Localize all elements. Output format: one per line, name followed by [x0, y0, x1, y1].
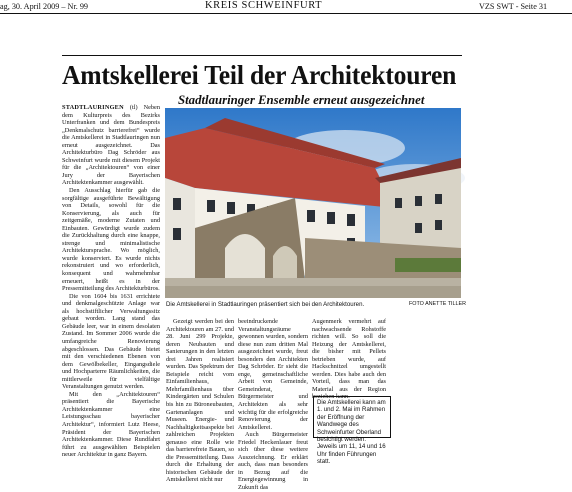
- paragraph: Auch Bürgermeister Friedel Heckenlauer freut sich über diese weitere Auszeichnung. Er erklärt auch, dass man besonders in Bezug auf die Energiegewinnung in Zukunft das: [238, 431, 308, 492]
- photo-credit: FOTO ANETTE TILLER: [409, 301, 467, 307]
- issue-date: ag, 30. April 2009 – Nr. 99: [0, 2, 89, 11]
- dateline: STADTLAURINGEN: [62, 104, 124, 111]
- top-frame-rule: [62, 55, 462, 56]
- info-box-text: Die Amtskellerei kann am 1. und 2. Mai im Rahmen der Eröffnung der Wandwege des Schweinfurter Oberland besichtigt werden. Jeweils um 11, 14 und 16 Uhr finden Führungen statt.: [317, 399, 386, 466]
- paragraph: beeindruckende Veranstaltungsräume gewonnen wurden, sondern diese nun zum dritten Mal ausgezeichnet wurde, freut besonders den Architekten Dag Schröder. Er sieht die enge, gemeinschaftliche Arbeit von Gemeinde, Gemeinderat, Bürgermeister und Architekten als sehr wichtig für die erfolgreiche Renovierung der Amtskellerei.: [238, 318, 308, 431]
- subheadline: Stadtlauringer Ensemble erneut ausgezeichnet: [178, 93, 425, 107]
- article-column-1: [62, 104, 161, 459]
- article-column-3: [238, 318, 308, 492]
- amtskellerei-photo-illustration: [165, 108, 461, 298]
- paragraph: Augenmerk vermehrt auf nachwachsende Rohstoffe richten will. So soll die Heizung der Amtskellerei, die bisher mit Pellets betrieben wurde, auf Hackschnitzel umgestellt werden. Dies habe auch den Vorteil, dass man das Material aus der Region beziehen kann.: [312, 318, 386, 401]
- paragraph: Die von 1604 bis 1631 errichtete und denkmalgeschützte Anlage war als hochstiftlicher Verwaltungssitz gebaut worden. Lang stand das Gebäude leer, war in einem desolaten Zustand. Im Sommer 2006 wurde die umfangreiche Renovierung abgeschlossen. Das Gebäude bietet mit den verschiedenen Ebenen von dem Gewölbekeller, Eingangsdiele und Hochparterre Räumlichkeiten, die mittlerweile für vielfältige Veranstaltungen genutzt werden.: [62, 292, 160, 391]
- paragraph: Gezeigt werden bei den Architektouren am 27. und 28. Juni 299 Projekte, deren Neubauten und Sanierungen in den letzten drei Jahren realisiert wurden. Das Spektrum der Beispiele reicht vom Einfamilienhaus, Mehrfamilienhaus über Kindergärten und Schulen bis hin zu Büroneubauten, Gartenanlagen und Museen. Energie- und Nachhaltigkeitsaspekte bei zahlreichen Projekten genauso eine Rolle wie das barrierefreie Bauen, so die Pressemitteilung. Dass durch die Erhaltung der historischen Gebäude der Amtskellerei nicht nur: [166, 318, 234, 484]
- paragraph: (tl) Neben dem Kulturpreis des Bezirks Unterfranken und dem Bundespreis „Denkmalschutz barrierefrei“ wurde die Amtskellerei in Stadtlauringen nun erneut ausgezeichnet. Das Architekturbüro Dag Schröder aus Schweinfurt wurde mit diesem Projekt für die „Architektouren“ von einer Jury der Bayerischen Architektenkammer ausgewählt.: [62, 104, 161, 187]
- headline: Amtskellerei Teil der Architektouren: [62, 59, 457, 90]
- article-column-2: [166, 318, 234, 484]
- photo-caption: Die Amtskellerei in Stadtlauringen präsentiert sich bei den Architektouren.: [166, 301, 365, 308]
- page-label: VZS SWT - Seite 31: [479, 2, 548, 11]
- info-box: [313, 396, 391, 466]
- paragraph: Mit den „Architektouren“ präsentiert die Bayerische Architektenkammer eine Leistungsschau bayerischer Architektur“, informiert Lutz Heese, Präsident der Bayerischen Architektenkammer. Diese Rundfahrt führt zu ausgewählten Beispielen neuer Architektur in ganz Bayern.: [62, 390, 160, 459]
- section-title: KREIS SCHWEINFURT: [205, 0, 323, 11]
- article-column-4: [312, 318, 386, 401]
- paragraph: Den Ausschlag hierfür gab die sorgfältige ausgeführte Bewältigung von Details, sowohl für die Konservierung, als auch für zeitgemäße, moderne Zutaten und Einbauten. Gewürdigt wurde zudem die Zurückhaltung durch eine knappe, strenge und minimalistische Architektursprache. Wo möglich, wurde konserviert. Es wurde nichts rekonstruiert und wo erforderlich, konsequent und wahrnehmbar erneuert, heißt es in der Pressemitteilung des Architekturbüros.: [62, 187, 160, 293]
- header-rule: [0, 13, 572, 14]
- building-photo: [165, 108, 461, 298]
